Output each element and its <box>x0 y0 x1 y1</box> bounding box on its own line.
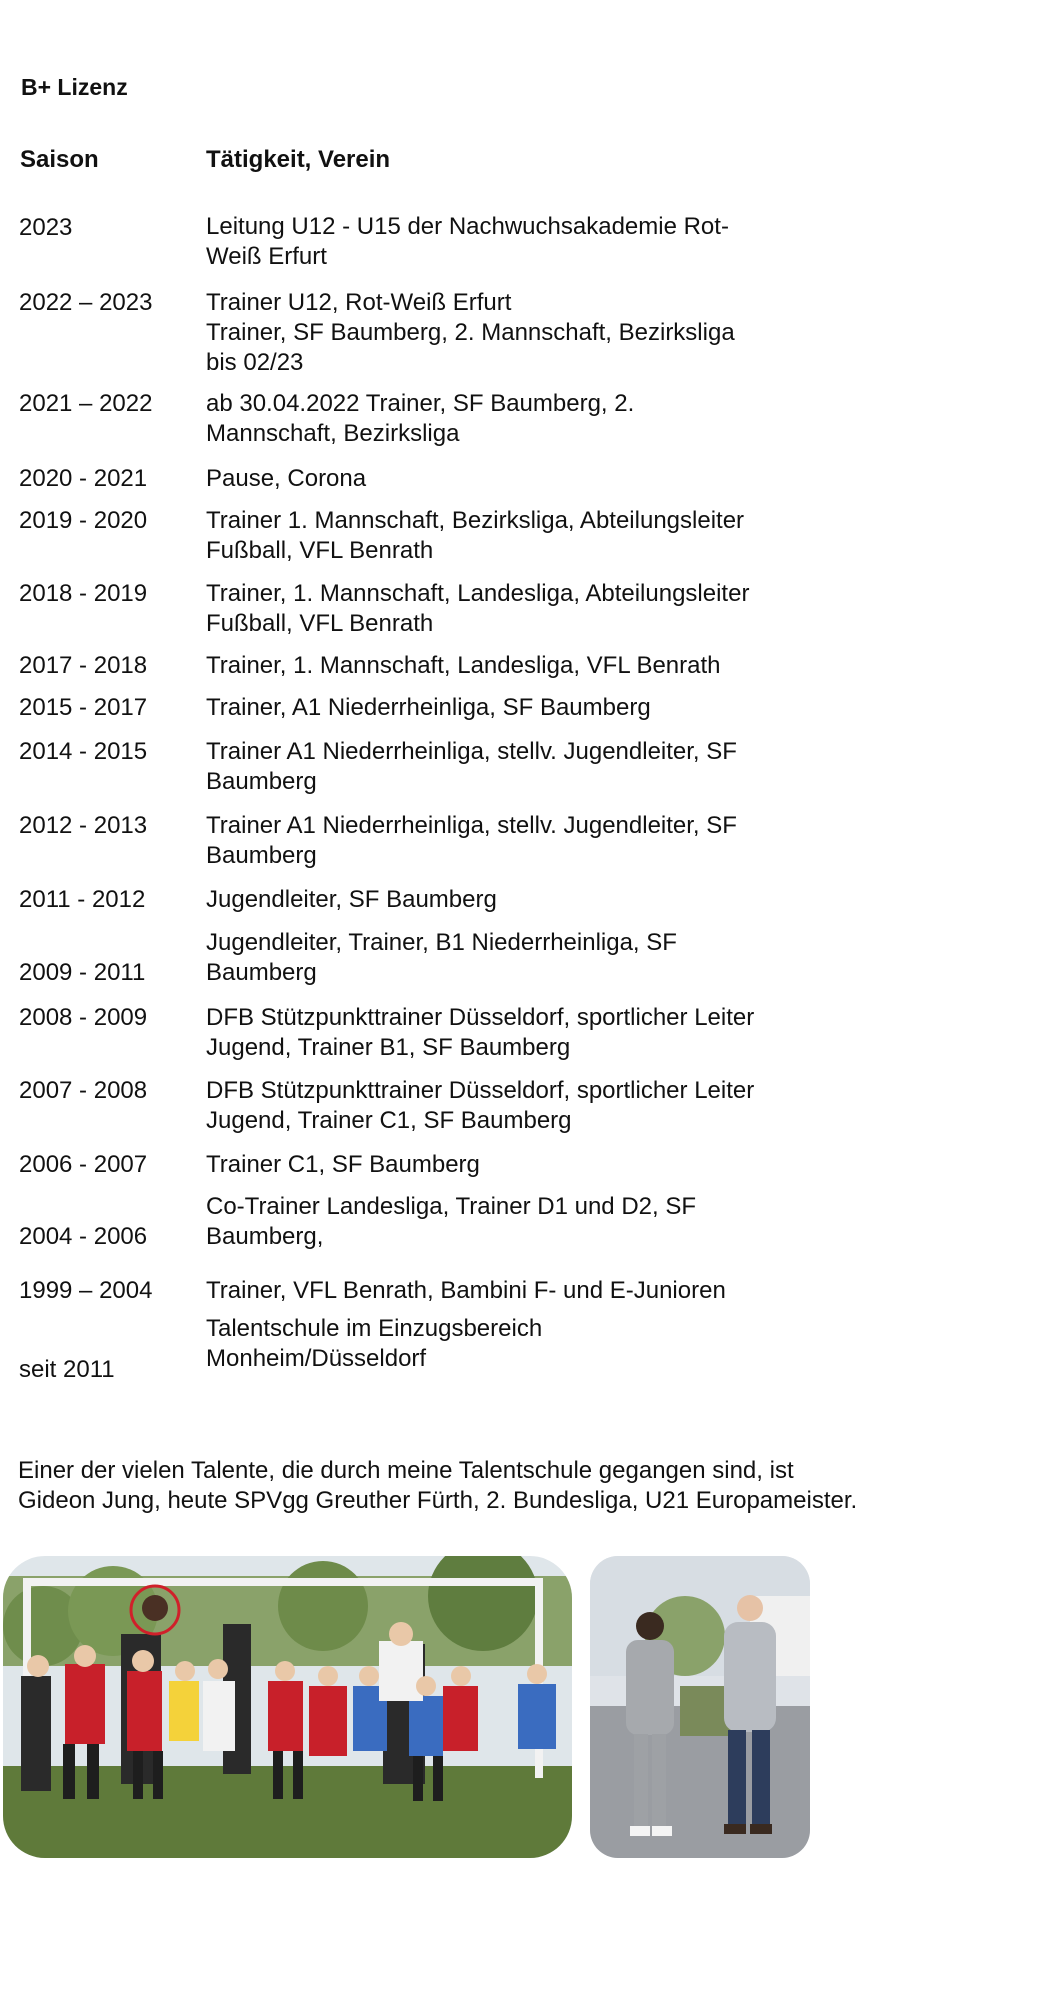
header-season: Saison <box>20 146 99 173</box>
season-cell: 2021 – 2022 <box>19 390 153 417</box>
activity-line: Jugendleiter, SF Baumberg <box>206 886 497 913</box>
activity-line: Monheim/Düsseldorf <box>206 1345 427 1372</box>
season-cell: 2012 - 2013 <box>19 812 148 839</box>
activity-cell <box>206 579 826 639</box>
activity-line: Trainer, A1 Niederrheinliga, SF Baumberg <box>206 694 651 721</box>
activity-line: ab 30.04.2022 Trainer, SF Baumberg, 2. <box>206 390 635 417</box>
activity-line: Mannschaft, Bezirksliga <box>206 420 460 447</box>
season-cell: 2014 - 2015 <box>19 738 148 765</box>
activity-cell <box>206 1076 826 1136</box>
activity-line: Trainer, VFL Benrath, Bambini F- und E-Junioren <box>206 1277 726 1304</box>
team-photo <box>3 1556 572 1858</box>
season-cell: seit 2011 <box>19 1356 115 1383</box>
activity-line: Trainer 1. Mannschaft, Bezirksliga, Abteilungsleiter <box>206 507 745 534</box>
license-title: B+ Lizenz <box>21 74 128 100</box>
activity-cell <box>206 1276 826 1306</box>
activity-cell <box>206 506 826 566</box>
paragraph-line: Einer der vielen Talente, die durch meine Talentschule gegangen sind, ist <box>18 1457 794 1484</box>
activity-cell <box>206 811 826 871</box>
season-cell: 2023 <box>19 214 73 241</box>
activity-line: Trainer, 1. Mannschaft, Landesliga, VFL Benrath <box>206 652 721 679</box>
season-cell: 2008 - 2009 <box>19 1004 148 1031</box>
activity-line: Trainer U12, Rot-Weiß Erfurt <box>206 289 512 316</box>
activity-cell <box>206 212 826 272</box>
activity-line: Baumberg, <box>206 1223 324 1250</box>
activity-line: Trainer A1 Niederrheinliga, stellv. Jugendleiter, SF <box>206 812 737 839</box>
activity-cell <box>206 651 826 681</box>
activity-line: DFB Stützpunkttrainer Düsseldorf, sportlicher Leiter <box>206 1004 755 1031</box>
season-cell: 2004 - 2006 <box>19 1223 148 1250</box>
activity-cell <box>206 1003 826 1063</box>
activity-line: Fußball, VFL Benrath <box>206 610 434 637</box>
activity-line: Weiß Erfurt <box>206 243 327 270</box>
season-cell: 2006 - 2007 <box>19 1151 148 1178</box>
activity-cell <box>206 885 826 915</box>
activity-line: Fußball, VFL Benrath <box>206 537 434 564</box>
season-cell: 2007 - 2008 <box>19 1077 148 1104</box>
season-cell: 2015 - 2017 <box>19 694 148 721</box>
talent-paragraph <box>18 1456 857 1516</box>
activity-cell <box>206 928 826 988</box>
season-cell: 2019 - 2020 <box>19 507 148 534</box>
activity-line: Trainer A1 Niederrheinliga, stellv. Jugendleiter, SF <box>206 738 737 765</box>
activity-line: Trainer, 1. Mannschaft, Landesliga, Abteilungsleiter <box>206 580 750 607</box>
activity-line: Trainer C1, SF Baumberg <box>206 1151 480 1178</box>
activity-line: Baumberg <box>206 959 317 986</box>
activity-line: Jugendleiter, Trainer, B1 Niederrheinliga, SF <box>206 929 677 956</box>
activity-line: Jugend, Trainer B1, SF Baumberg <box>206 1034 571 1061</box>
season-cell: 2009 - 2011 <box>19 959 146 986</box>
activity-cell <box>206 464 826 494</box>
season-cell: 2011 - 2012 <box>19 886 146 913</box>
header-activity: Tätigkeit, Verein <box>206 146 391 173</box>
season-cell: 2017 - 2018 <box>19 652 148 679</box>
activity-cell <box>206 288 826 378</box>
activity-line: Co-Trainer Landesliga, Trainer D1 und D2, SF <box>206 1193 697 1220</box>
activity-cell <box>206 693 826 723</box>
portrait-photo <box>590 1556 810 1858</box>
activity-cell <box>206 389 826 449</box>
season-cell: 2018 - 2019 <box>19 580 148 607</box>
activity-line: Talentschule im Einzugsbereich <box>206 1315 543 1342</box>
activity-cell <box>206 1314 826 1374</box>
activity-line: bis 02/23 <box>206 349 304 376</box>
activity-line: Baumberg <box>206 768 317 795</box>
season-cell: 1999 – 2004 <box>19 1277 153 1304</box>
activity-line: Baumberg <box>206 842 317 869</box>
activity-cell <box>206 737 826 797</box>
paragraph-line: Gideon Jung, heute SPVgg Greuther Fürth, 2. Bundesliga, U21 Europameister. <box>18 1487 858 1514</box>
activity-line: Pause, Corona <box>206 465 367 492</box>
activity-line: Jugend, Trainer C1, SF Baumberg <box>206 1107 572 1134</box>
activity-line: DFB Stützpunkttrainer Düsseldorf, sportlicher Leiter <box>206 1077 755 1104</box>
activity-line: Leitung U12 - U15 der Nachwuchsakademie Rot- <box>206 213 729 240</box>
season-cell: 2020 - 2021 <box>19 465 148 492</box>
activity-cell <box>206 1150 826 1180</box>
season-cell: 2022 – 2023 <box>19 289 153 316</box>
activity-line: Trainer, SF Baumberg, 2. Mannschaft, Bezirksliga <box>206 319 735 346</box>
activity-cell <box>206 1192 826 1252</box>
